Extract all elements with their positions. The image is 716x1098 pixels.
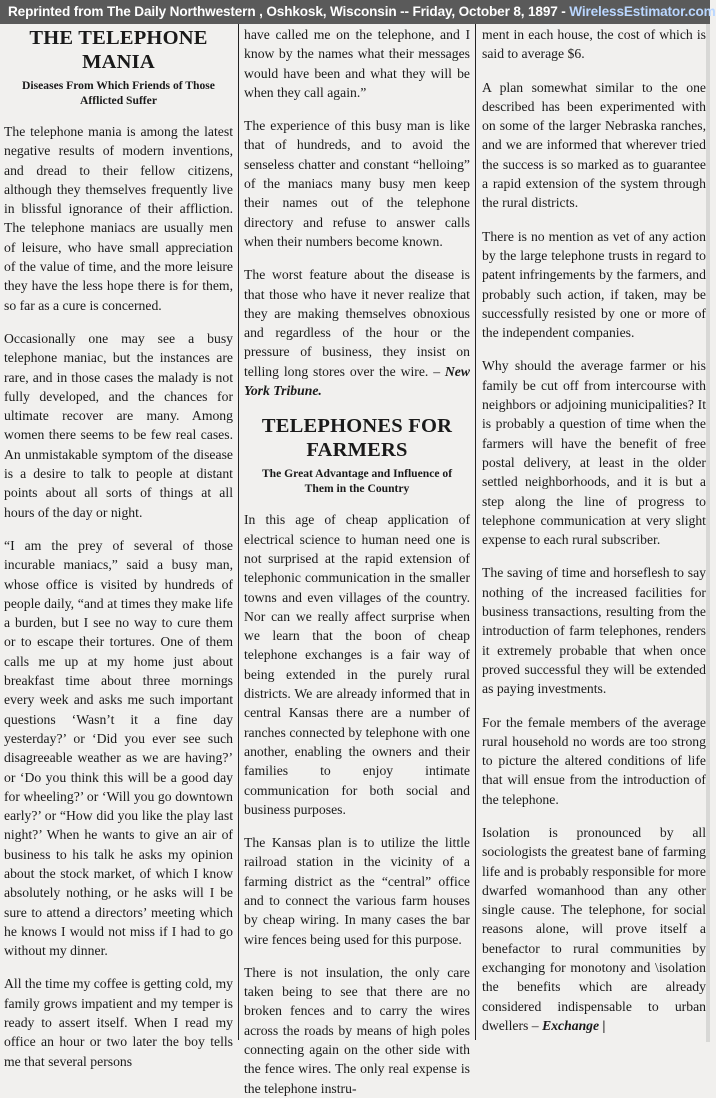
article1-paragraph-4-continued: have called me on the telephone, and I know by the names what their messages would have been and what they will be when they call again.” xyxy=(244,27,470,100)
article1-paragraph-1: The telephone mania is among the latest negative results of modern inventions, and dread to their fellow citizens, although they themselves frequently live in blissful ignorance of their affliction. The telephone maniacs are usually men of leisure, who have small appreciation of the value of time, and the more leisure they have the less hope there is for them, so far as a cure is concerned. xyxy=(4,124,233,313)
article1-paragraph-4: All the time my coffee is getting cold, my family grows impatient and my temper is ready to assert itself. When I read my office an hour or two later the boy tells me that several persons xyxy=(4,976,233,1069)
article1-subtitle: Diseases From Which Friends of Those Afflicted Suffer xyxy=(22,79,215,107)
article1-paragraph-6 xyxy=(244,265,470,400)
column-rule-1 xyxy=(238,24,239,1040)
article2-paragraph-6: Why should the average farmer or his family be cut off from intercourse with neighbors or adjoining municipalities? It is probably a question of time when the farmers will have the benefit of free postal delivery, at least in the older settled neighborhoods, and it is but a step along the line of progress to telephone communication at very slight expense to each rural subscriber. xyxy=(482,358,706,548)
article2-paragraph-3-continued: ment in each house, the cost of which is said to average $6. xyxy=(482,27,706,62)
column-2 xyxy=(244,24,471,1096)
banner-site-link[interactable]: WirelessEstimator.com xyxy=(569,4,716,19)
article1-paragraph-2: Occasionally one may see a busy telephone maniac, but the instances are rare, and in those cases the malady is not fully developed, and the chances for ultimate recover are many. Among women there seems to be few real cases. An unmistakable symptom of the disease is a desire to talk to people at distant points about all sorts of things at all hours of the day or night. xyxy=(4,330,233,520)
article2-paragraph-9-text: Isolation is pronounced by all sociologists the greatest bane of farming life and is probably responsible for more dwarfed womanhood than any other single cause. The telephone, for social reasons alone, will prove itself a benefactor to rural communities by exchanging for monotony and \isolation the benefits which are already considered indispensable to urban dwellers – xyxy=(482,824,706,1033)
article1-title: THE TELEPHONE MANIA xyxy=(29,27,208,73)
article2-paragraph-1: In this age of cheap application of electrical science to human need one is not surprised at the rapid extension of telephonic communication in the smaller towns and even villages of the country. Nor can we really affect surprise when we learn that the boon of cheap telephone exchanges is a fair way of being extended in the purely rural districts. We are already informed that in central Kansas there are a number of ranches connected by telephone with one another, enabling the owners and their families to enjoy intimate communication for both social and business purposes. xyxy=(244,512,470,817)
article2-paragraph-8: For the female members of the average rural household no words are too strong to picture the altered conditions of life that will ensue from the introduction of the telephone. xyxy=(482,714,706,807)
article-columns xyxy=(0,24,710,1096)
page-edge-shadow xyxy=(706,24,710,1042)
article2-paragraph-3: There is not insulation, the only care taken being to see that there are no broken fences and to carry the wires across the roads by means of high poles connecting again on the other side with the fence wires. The only real expense is the telephone instru- xyxy=(244,964,470,1096)
reprint-banner xyxy=(0,0,716,24)
article1-paragraph-6-text: The worst feature about the disease is that those who have it never realize that they are making themselves obnoxious and regardless of the hour or the pressure of business, they insist on telling long stores over the wire. – xyxy=(244,267,470,379)
column-3 xyxy=(482,24,706,1042)
article1-credit: New York Tribune. xyxy=(244,363,471,399)
article2-paragraph-9 xyxy=(482,823,706,1035)
article1-paragraph-3: “I am the prey of several of those incurable maniacs,” said a busy man, whose office is visited by hundreds of people daily, “and at times they make life a burden, but I see no way to cure them or to escape their tortures. One of them calls me up at my home just about breakfast time about three mornings every week and asks me such important questions ‘Wasn’t it a fine day yesterday?’ or ‘Did you ever see such disagreeable weather as we are having?’ or ‘Do you think this will be a good day for wheeling?’ or ‘Will you go downtown early?’ or “How did you like the play last night?’ When he wants to give an air of business to his talk he asks my opinion about the stock market, of which I know absolutely nothing, or he asks will I be sure to attend a directors’ meeting which he knows I would not miss if I had to go without my dinner. xyxy=(4,537,233,959)
column-1 xyxy=(4,24,233,1069)
article2-paragraph-4: A plan somewhat similar to the one described has been experimented with on some of the larger Nebraska ranches, and we are informed that wherever tried the success is so marked as to guarantee a rapid extension of the system through the rural districts. xyxy=(482,79,706,211)
article2-credit: Exchange | xyxy=(542,1017,606,1033)
article2-title: TELEPHONES FOR FARMERS xyxy=(261,415,453,462)
article2-paragraph-5: There is no mention as vet of any action by the large telephone trusts in regard to patent infringements by the farmers, and probably such action, if taken, may be successfully resisted by one or more of the independent companies. xyxy=(482,228,706,341)
article2-paragraph-7: The saving of time and horseflesh to say nothing of the increased facilities for business transactions, resulting from the introduction of farm telephones, renders it extremely probable that when once proved successful they will be extended as paying investments. xyxy=(482,565,706,697)
article2-paragraph-2: The Kansas plan is to utilize the little railroad station in the vicinity of a farming district as the “central” office and to connect the various farm houses by cheap wiring. In many cases the bar wire fences being used for this purpose. xyxy=(244,835,470,947)
article1-paragraph-5: The experience of this busy man is like that of hundreds, and to avoid the senseless chatter and constant “helloing” of the maniacs many busy men keep their names out of the telephone directory and refuse to answer calls when their numbers become known. xyxy=(244,118,470,249)
article2-subtitle: The Great Advantage and Influence of Them in the Country xyxy=(261,467,453,496)
column-rule-2 xyxy=(475,24,476,1040)
banner-source-text: Reprinted from The Daily Northwestern , Oshkosk, Wisconsin -- Friday, October 8, 1897 - xyxy=(8,4,570,19)
